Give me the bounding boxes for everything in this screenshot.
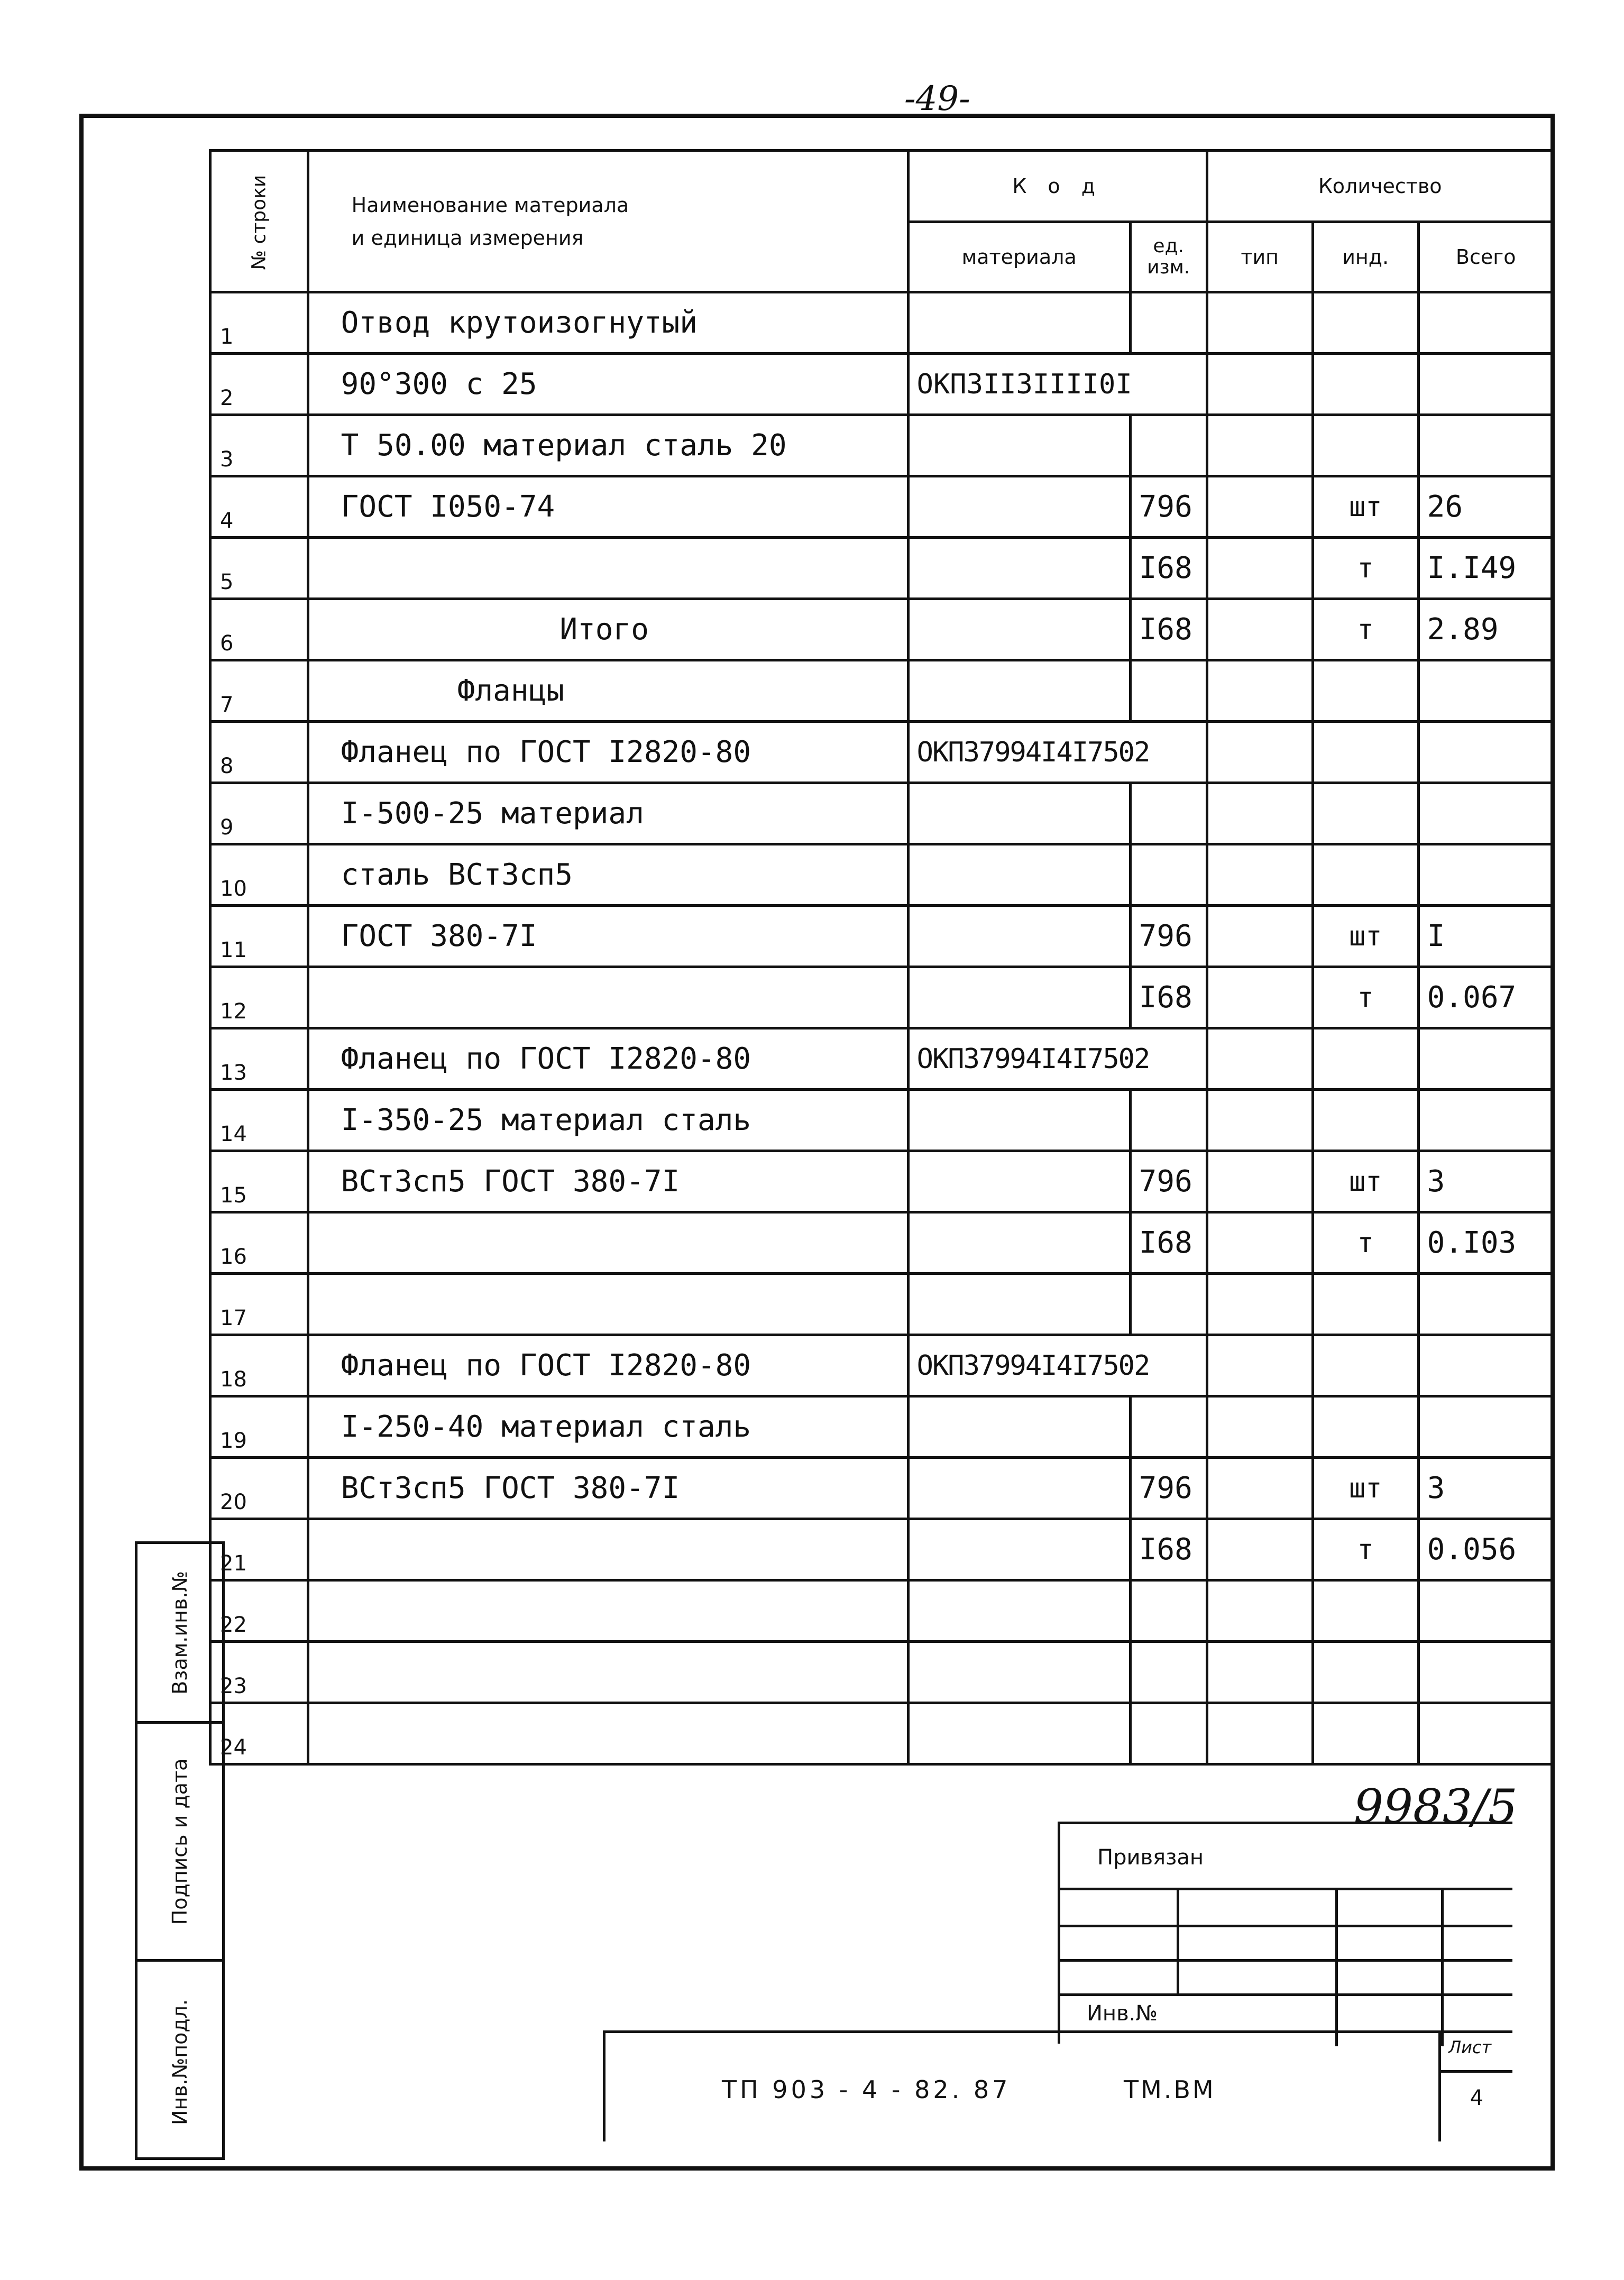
document-code: ТП 903 - 4 - 82. 87	[722, 2075, 1011, 2104]
table-row: 12 I68 т 0.067	[210, 967, 1554, 1028]
table-row: 23	[210, 1642, 1554, 1703]
table-row: 1 Отвод крутоизогнутый	[210, 292, 1554, 354]
header-name-line2: и единица измерения	[351, 226, 584, 250]
side-stamp	[135, 1541, 225, 2160]
table-row: 19 I-250-40 материал сталь	[210, 1396, 1554, 1458]
title-block	[603, 2030, 1512, 2141]
header-qty-type: тип	[1207, 222, 1313, 292]
table-row: 17	[210, 1274, 1554, 1335]
document-suffix: ТМ.ВМ	[1124, 2075, 1216, 2104]
table-row: 15 ВСтЗсп5 ГОСТ 380-7I 796 шт 3	[210, 1151, 1554, 1212]
side-inv-original: Инв.№подл.	[168, 1999, 191, 2126]
side-replace-inv: Взам.инв.№	[137, 1544, 222, 1724]
side-signature-date: Подпись и дата	[137, 1724, 222, 1962]
table-row: 11 ГОСТ 380-7I 796 шт I	[210, 906, 1554, 967]
table-row: 10 сталь ВСтЗсп5	[210, 844, 1554, 906]
table-row: 5 I68 т I.I49	[210, 538, 1554, 599]
table-row: 3 Т 50.00 материал сталь 20	[210, 415, 1554, 476]
table-row: 13 Фланец по ГОСТ I2820-80 ОКПЗ7994I4I7502	[210, 1028, 1554, 1090]
table-row: 4 ГОСТ I050-74 796 шт 26	[210, 476, 1554, 538]
inv-no-label: Инв.№	[1087, 2001, 1158, 2026]
header-code-material: материала	[908, 222, 1130, 292]
table-row: 21 I68 т 0.056	[210, 1519, 1554, 1580]
table-row: 7 Фланцы	[210, 660, 1554, 722]
handwritten-number: 9983/5	[1354, 1779, 1518, 1834]
page-number: -49-	[904, 79, 970, 118]
header-qty-total: Всего	[1418, 222, 1553, 292]
header-code-unit: ед. изм.	[1130, 222, 1207, 292]
table-row: 8 Фланец по ГОСТ I2820-80 ОКПЗ7994I4I7502	[210, 722, 1554, 783]
header-name	[308, 151, 908, 292]
header-qty-ind: инд.	[1313, 222, 1418, 292]
sheet-cell	[1438, 2033, 1512, 2141]
header-quantity: Количество	[1207, 151, 1553, 222]
table-row: 2 90°300 с 25 ОКПЗIIЗIIII0I	[210, 354, 1554, 415]
header-name-line1: Наименование материала	[351, 193, 629, 217]
sheet-label: Лист	[1448, 2037, 1492, 2057]
approval-block	[1058, 1822, 1512, 2044]
header-row-no: № строки	[210, 151, 308, 292]
approval-label: Привязан	[1097, 1845, 1204, 1870]
specification-table	[209, 149, 1555, 1766]
table-row: 6 Итого I68 т 2.89	[210, 599, 1554, 660]
table-row: 20 ВСтЗсп5 ГОСТ 380-7I 796 шт 3	[210, 1458, 1554, 1519]
table-row: 24	[210, 1703, 1554, 1764]
header-code: К о д	[908, 151, 1207, 222]
table-row: 9 I-500-25 материал	[210, 783, 1554, 844]
table-row: 16 I68 т 0.I03	[210, 1212, 1554, 1274]
table-row: 18 Фланец по ГОСТ I2820-80 ОКПЗ7994I4I7502	[210, 1335, 1554, 1396]
table-row: 14 I-350-25 материал сталь	[210, 1090, 1554, 1151]
sheet-number: 4	[1470, 2086, 1484, 2110]
table-row: 22	[210, 1580, 1554, 1642]
